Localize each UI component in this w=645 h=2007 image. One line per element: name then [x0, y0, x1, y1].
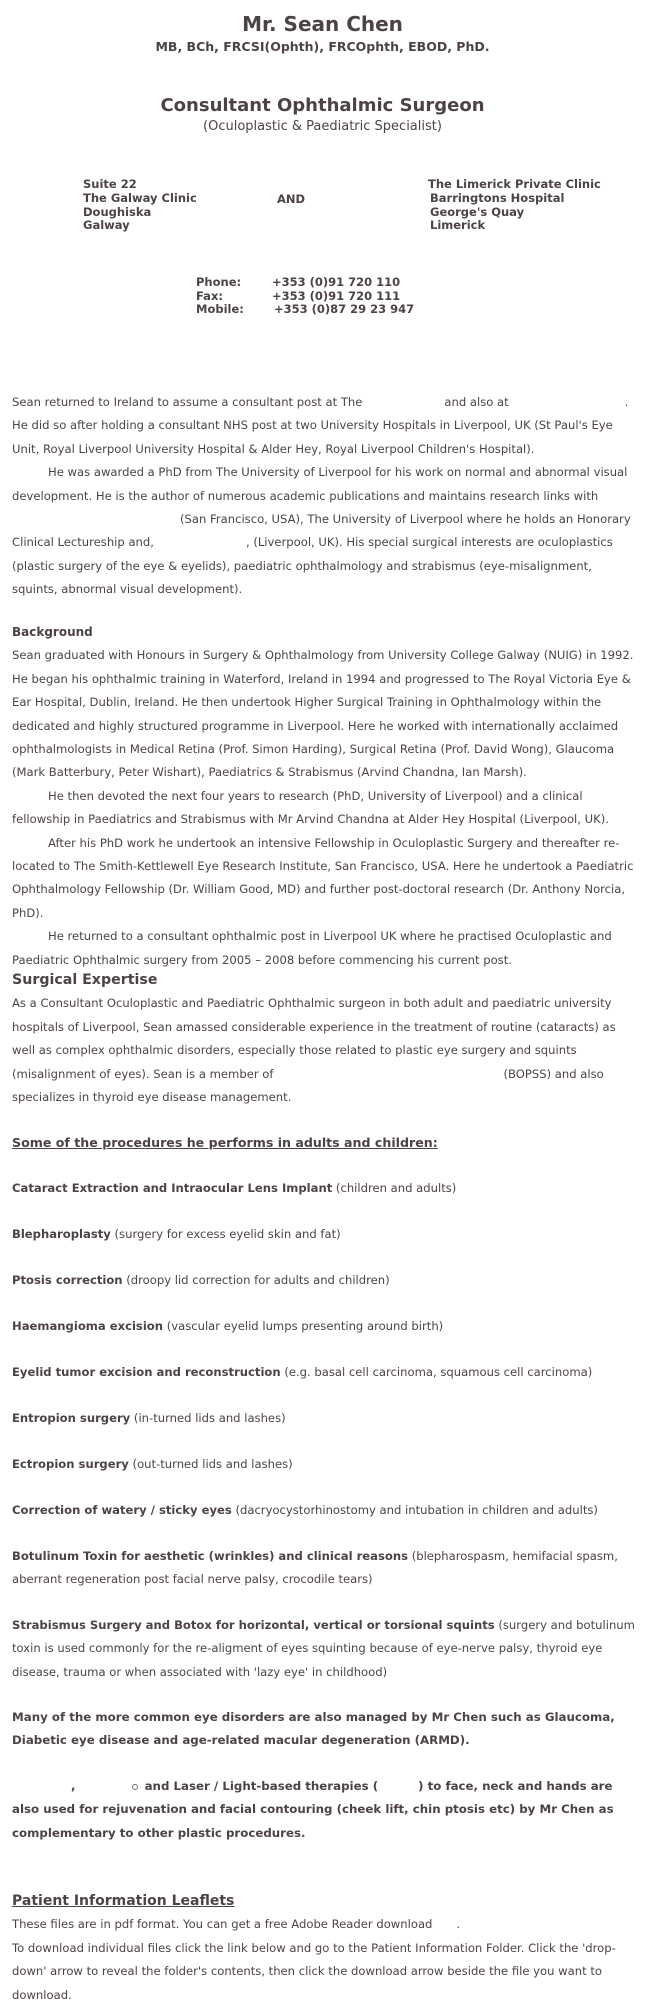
leaflets-section — [12, 1890, 637, 2007]
procedure-name: Entropion surgery — [12, 1411, 131, 1425]
phone-row — [196, 276, 414, 290]
procedure-item — [12, 1361, 637, 1384]
background-paragraph-2: He then devoted the next four years to research (PhD, University of Liverpool) and a clinical fellowship in Paediatrics and Strabismus with Mr Arvind Chandna at Alder Hey Hospital (Liverpool, UK). — [12, 788, 609, 827]
address-limerick — [428, 178, 601, 233]
common-disorders-note: Many of the more common eye disorders are also managed by Mr Chen such as Glaucoma, Diabetic eye disease and age-related macular degeneration (ARMD). — [12, 1710, 615, 1748]
job-title: Consultant Ophthalmic Surgeon — [160, 95, 485, 116]
address-connector: AND — [277, 192, 306, 206]
fax-label: Fax: — [196, 288, 223, 303]
background-heading: Background — [12, 625, 93, 639]
mobile-row — [196, 303, 414, 317]
address-line: Doughiska — [83, 204, 152, 219]
procedure-item — [12, 1407, 637, 1430]
procedure-desc: (blepharospasm, hemifacial spasm, aberrant regeneration post facial nerve palsy, crocodile tears) — [12, 1549, 618, 1587]
leaflets-heading: Patient Information Leaflets — [12, 1893, 235, 1909]
procedure-desc: (surgery for excess eyelid skin and fat) — [110, 1227, 341, 1241]
procedure-name: Strabismus Surgery and Botox for horizontal, vertical or torsional squints — [12, 1618, 495, 1632]
leaflets-paragraph-1 — [12, 1913, 637, 1936]
intro-paragraph-2 — [12, 461, 637, 601]
fax-number: +353 (0)91 720 111 — [272, 288, 401, 303]
procedure-desc: (dacryocystorhinostomy and intubation in children and adults) — [231, 1503, 598, 1517]
procedure-name: Cataract Extraction and Intraocular Lens Implant — [12, 1181, 333, 1195]
mobile-number[interactable]: +353 (0)87 29 23 947 — [274, 302, 415, 317]
intro-text: and also at — [444, 395, 509, 409]
address-line: George's Quay — [430, 204, 525, 219]
note-text: ) to face, neck and hands are also used for rejuvenation and facial contouring (cheek lift, chin ptosis etc) by Mr Chen as complementary to other plastic procedures. — [12, 1779, 614, 1840]
specialty: (Oculoplastic & Paediatric Specialist) — [203, 119, 442, 134]
procedure-name: Ptosis correction — [12, 1273, 123, 1287]
procedure-item — [12, 1223, 637, 1246]
phone-label: Phone: — [196, 275, 242, 289]
expertise-text: (BOPSS) and also specializes in thyroid eye disease management. — [12, 1066, 604, 1105]
address-line: The Limerick Private Clinic — [428, 177, 601, 191]
doctor-name: Mr. Sean Chen — [242, 12, 403, 36]
background-section — [12, 621, 637, 972]
procedure-desc: (in-turned lids and lashes) — [130, 1411, 286, 1425]
address-line: Limerick — [430, 218, 486, 233]
background-paragraph-4: He returned to a consultant ophthalmic post in Liverpool UK where he practised Oculoplastic and Paediatric Ophthalmic surgery from 2005 – 2008 before commencing his current post. — [12, 929, 612, 967]
procedure-item — [12, 1545, 637, 1592]
leaflets-text: These files are in pdf format. You can get a free Adobe Reader download — [12, 1917, 433, 1932]
phone-number[interactable]: +353 (0)91 720 110 — [272, 275, 401, 289]
intro-text: (San Francisco, USA), The University of Liverpool where he holds an Honorary Clinical Lectureship and, — [12, 512, 631, 550]
address-line: Barringtons Hospital — [430, 190, 565, 205]
address-galway — [83, 178, 197, 233]
address-line: Galway — [83, 218, 130, 233]
intro-text: , (Liverpool, UK). His special surgical interests are oculoplastics (plastic surgery of the eye & eyelids), paediatric ophthalmology and strabismus (eye-misalignment, squints, abnormal visual development). — [12, 535, 613, 597]
leaflets-paragraph-2: To download individual files click the link below and go to the Patient Information Folder. Click the 'drop-down' arrow to reveal the folder's contents, then click the download arrow beside the file you want to download. — [12, 1940, 616, 2002]
procedure-item — [12, 1499, 637, 1522]
procedure-name: Eyelid tumor excision and reconstruction — [12, 1365, 281, 1379]
procedures-heading-text: Some of the procedures he performs in adults and children: — [12, 1135, 438, 1150]
expertise-section — [12, 969, 637, 1109]
procedure-desc: (droopy lid correction for adults and children) — [122, 1273, 390, 1287]
intro-text: He was awarded a PhD from The University of Liverpool for his work on normal and abnormal visual development. He is the author of numerous academic publications and maintains research links with — [12, 465, 628, 503]
procedure-item — [12, 1269, 637, 1292]
expertise-paragraph — [12, 992, 637, 1109]
procedure-name: Correction of watery / sticky eyes — [12, 1503, 232, 1517]
laser-therapies-note — [12, 1775, 637, 1845]
procedure-item — [12, 1614, 637, 1684]
procedure-item — [12, 1453, 637, 1476]
note-text: and Laser / Light-based therapies ( — [144, 1779, 379, 1793]
expertise-text: As a Consultant Oculoplastic and Paediatric Ophthalmic surgeon in both adult and paediatric university hospitals of Liverpool, Sean amassed considerable experience in the treatment of routine (cataracts) as well as complex ophthalmic disorders, especially those related to plastic eye surgery and squints (misalignment of eyes). Sean is a member of — [12, 996, 616, 1081]
mobile-label: Mobile: — [196, 302, 244, 317]
procedure-desc: (vascular eyelid lumps presenting around birth) — [163, 1319, 444, 1333]
procedure-name: Botulinum Toxin for aesthetic (wrinkles) and clinical reasons — [12, 1549, 409, 1563]
intro-paragraph-1 — [12, 391, 637, 461]
intro-section — [12, 391, 637, 602]
background-paragraph-1: Sean graduated with Honours in Surgery & Ophthalmology from University College Galway (NUIG) in 1992. He began his ophthalmic training in Waterford, Ireland in 1994 and progressed to The Royal Victoria Eye & Ear Hospital, Dublin, Ireland. He then undertook Higher Surgical Training in Ophthalmology within the dedicated and highly structured programme in Liverpool. Here he worked with internationally acclaimed ophthalmologists in Medical Retina (Prof. Simon Harding), Surgical Retina (Prof. David Wong), Glaucoma (Mark Batterbury, Peter Wishart), Paediatrics & Strabismus (Arvind Chandna, Ian Marsh). — [12, 648, 634, 780]
procedure-item — [12, 1177, 637, 1200]
procedure-desc: (e.g. basal cell carcinoma, squamous cell carcinoma) — [280, 1365, 593, 1379]
fax-row — [196, 290, 414, 304]
intro-text: . He did so after holding a consultant NHS post at two University Hospitals in Liverpool, UK (St Paul's Eye Unit, Royal Liverpool University Hospital & Alder Hey, Royal Liverpool Children's Hospital). — [12, 395, 629, 456]
procedure-name: Ectropion surgery — [12, 1457, 129, 1471]
bullet-dot-icon — [132, 1784, 138, 1790]
contact-block — [196, 276, 414, 317]
procedures-heading — [12, 1131, 637, 1155]
intro-text: Sean returned to Ireland to assume a consultant post at The — [12, 395, 363, 409]
procedure-desc: (surgery and botulinum toxin is used commonly for the re-aligment of eyes squinting because of eye-nerve palsy, thyroid eye disease, trauma or when associated with 'lazy eye' in childhood) — [12, 1618, 635, 1679]
qualifications: MB, BCh, FRCSI(Ophth), FRCOphth, EBOD, PhD. — [155, 39, 490, 54]
procedure-desc: (out-turned lids and lashes) — [128, 1457, 293, 1471]
leaflets-text: . — [456, 1917, 461, 1932]
procedure-item — [12, 1315, 637, 1338]
expertise-heading: Surgical Expertise — [12, 972, 158, 988]
procedure-name: Blepharoplasty — [12, 1227, 111, 1241]
background-paragraph-3: After his PhD work he undertook an intensive Fellowship in Oculoplastic Surgery and thereafter re-located to The Smith-Kettlewell Eye Research Institute, San Francisco, USA. Here he undertook a Paediatric Ophthalmology Fellowship (Dr. William Good, MD) and further post-doctoral research (Dr. Anthony Norcia, PhD). — [12, 835, 634, 920]
address-line: The Galway Clinic — [83, 190, 197, 205]
separator-comma: , — [71, 1779, 76, 1793]
procedure-desc: (children and adults) — [332, 1181, 457, 1195]
procedure-name: Haemangioma excision — [12, 1319, 164, 1333]
address-line: Suite 22 — [83, 177, 137, 191]
